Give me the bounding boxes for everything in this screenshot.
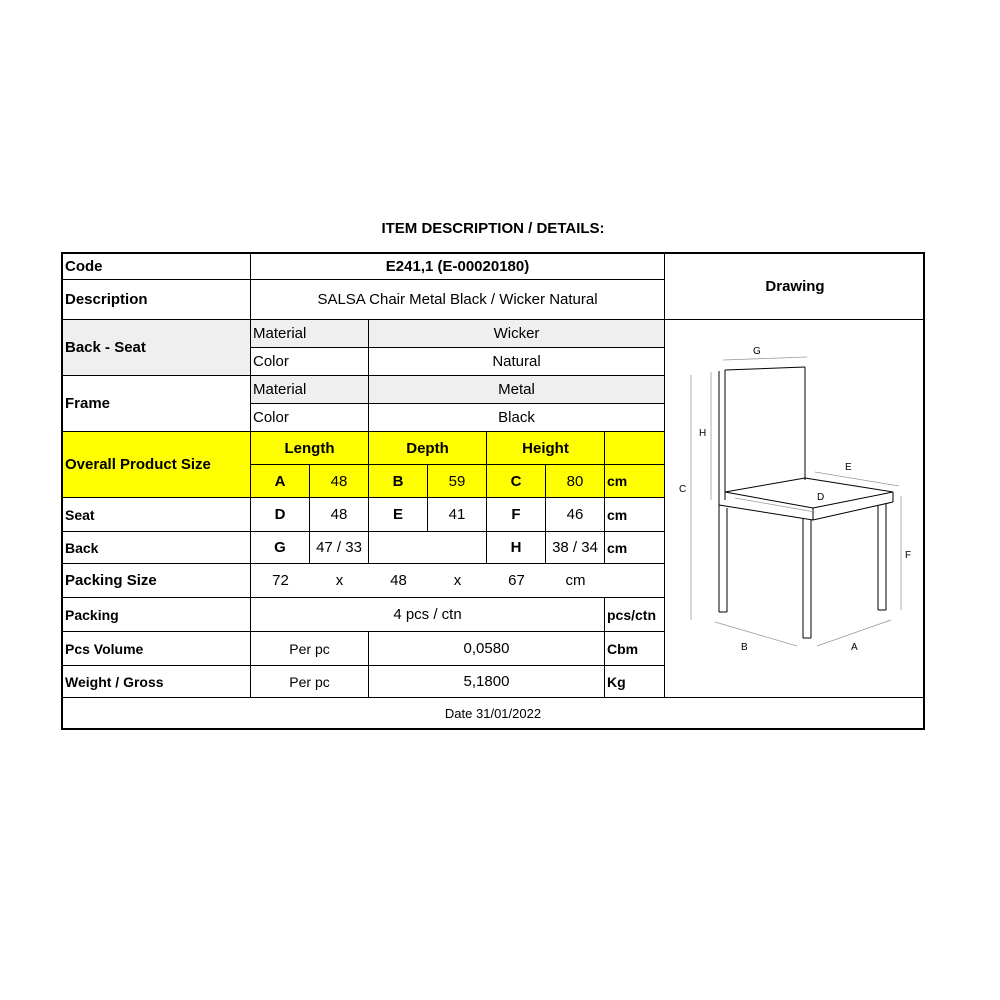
packing-size-x2: x: [428, 564, 487, 598]
length-header: Length: [251, 432, 369, 465]
frame-color: Black: [369, 404, 665, 432]
packing-size-x1: x: [310, 564, 369, 598]
drawing-label-d: D: [817, 492, 825, 503]
seat-unit: cm: [605, 498, 665, 532]
back-seat-label: Back - Seat: [63, 320, 251, 376]
overall-b-value: 59: [428, 465, 487, 498]
weight-unit: Kg: [605, 666, 665, 698]
seat-f-letter: F: [487, 498, 546, 532]
description-value: SALSA Chair Metal Black / Wicker Natural: [251, 280, 665, 320]
back-empty-cell: [369, 532, 487, 564]
overall-unit-spacer: [605, 432, 665, 465]
pcs-volume-unit: Cbm: [605, 632, 665, 666]
packing-label: Packing: [63, 598, 251, 632]
drawing-label-c: C: [679, 484, 687, 495]
back-g-value: 47 / 33: [310, 532, 369, 564]
seat-label: Seat: [63, 498, 251, 532]
pcs-volume-label: Pcs Volume: [63, 632, 251, 666]
drawing-label-b: B: [741, 642, 748, 653]
spec-sheet: [61, 252, 925, 730]
pcs-volume-value: 0,0580: [369, 632, 605, 666]
description-label: Description: [63, 280, 251, 320]
packing-size-length: 72: [251, 564, 310, 598]
back-unit: cm: [605, 532, 665, 564]
back-seat-material: Wicker: [369, 320, 665, 348]
packing-size-unit: cm: [546, 564, 605, 598]
back-label: Back: [63, 532, 251, 564]
drawing-label-a: A: [851, 642, 858, 653]
overall-c-letter: C: [487, 465, 546, 498]
seat-d-letter: D: [251, 498, 310, 532]
frame-material: Metal: [369, 376, 665, 404]
weight-value: 5,1800: [369, 666, 605, 698]
date-footer: Date 31/01/2022: [444, 705, 542, 721]
back-g-letter: G: [251, 532, 310, 564]
drawing-label-e: E: [845, 462, 852, 473]
drawing-label-f: F: [905, 550, 912, 561]
back-h-letter: H: [487, 532, 546, 564]
page-title: ITEM DESCRIPTION / DETAILS:: [381, 220, 605, 237]
overall-size-label: Overall Product Size: [63, 432, 251, 498]
weight-label: Weight / Gross: [63, 666, 251, 698]
seat-f-value: 46: [546, 498, 605, 532]
packing-size-spacer: [605, 564, 665, 598]
seat-e-value: 41: [428, 498, 487, 532]
packing-value: 4 pcs / ctn: [251, 598, 605, 632]
seat-d-value: 48: [310, 498, 369, 532]
frame-label: Frame: [63, 376, 251, 432]
code-value: E241,1 (E-00020180): [251, 254, 665, 280]
chair-drawing: [665, 320, 923, 698]
overall-c-value: 80: [546, 465, 605, 498]
packing-size-label: Packing Size: [63, 564, 251, 598]
height-header: Height: [487, 432, 605, 465]
overall-a-letter: A: [251, 465, 310, 498]
drawing-label-g: G: [753, 346, 761, 357]
code-label: Code: [63, 254, 251, 280]
back-seat-color-label: Color: [251, 348, 369, 376]
drawing-header: Drawing: [665, 254, 925, 320]
drawing-label-h: H: [699, 428, 707, 439]
packing-size-height: 67: [487, 564, 546, 598]
frame-color-label: Color: [251, 404, 369, 432]
pcs-volume-per: Per pc: [251, 632, 369, 666]
packing-size-width: 48: [369, 564, 428, 598]
back-seat-color: Natural: [369, 348, 665, 376]
overall-a-value: 48: [310, 465, 369, 498]
back-seat-material-label: Material: [251, 320, 369, 348]
chair-illustration: [665, 320, 923, 698]
overall-b-letter: B: [369, 465, 428, 498]
packing-unit: pcs/ctn: [605, 598, 665, 632]
weight-per: Per pc: [251, 666, 369, 698]
depth-header: Depth: [369, 432, 487, 465]
seat-e-letter: E: [369, 498, 428, 532]
back-h-value: 38 / 34: [546, 532, 605, 564]
overall-unit: cm: [605, 465, 665, 498]
frame-material-label: Material: [251, 376, 369, 404]
